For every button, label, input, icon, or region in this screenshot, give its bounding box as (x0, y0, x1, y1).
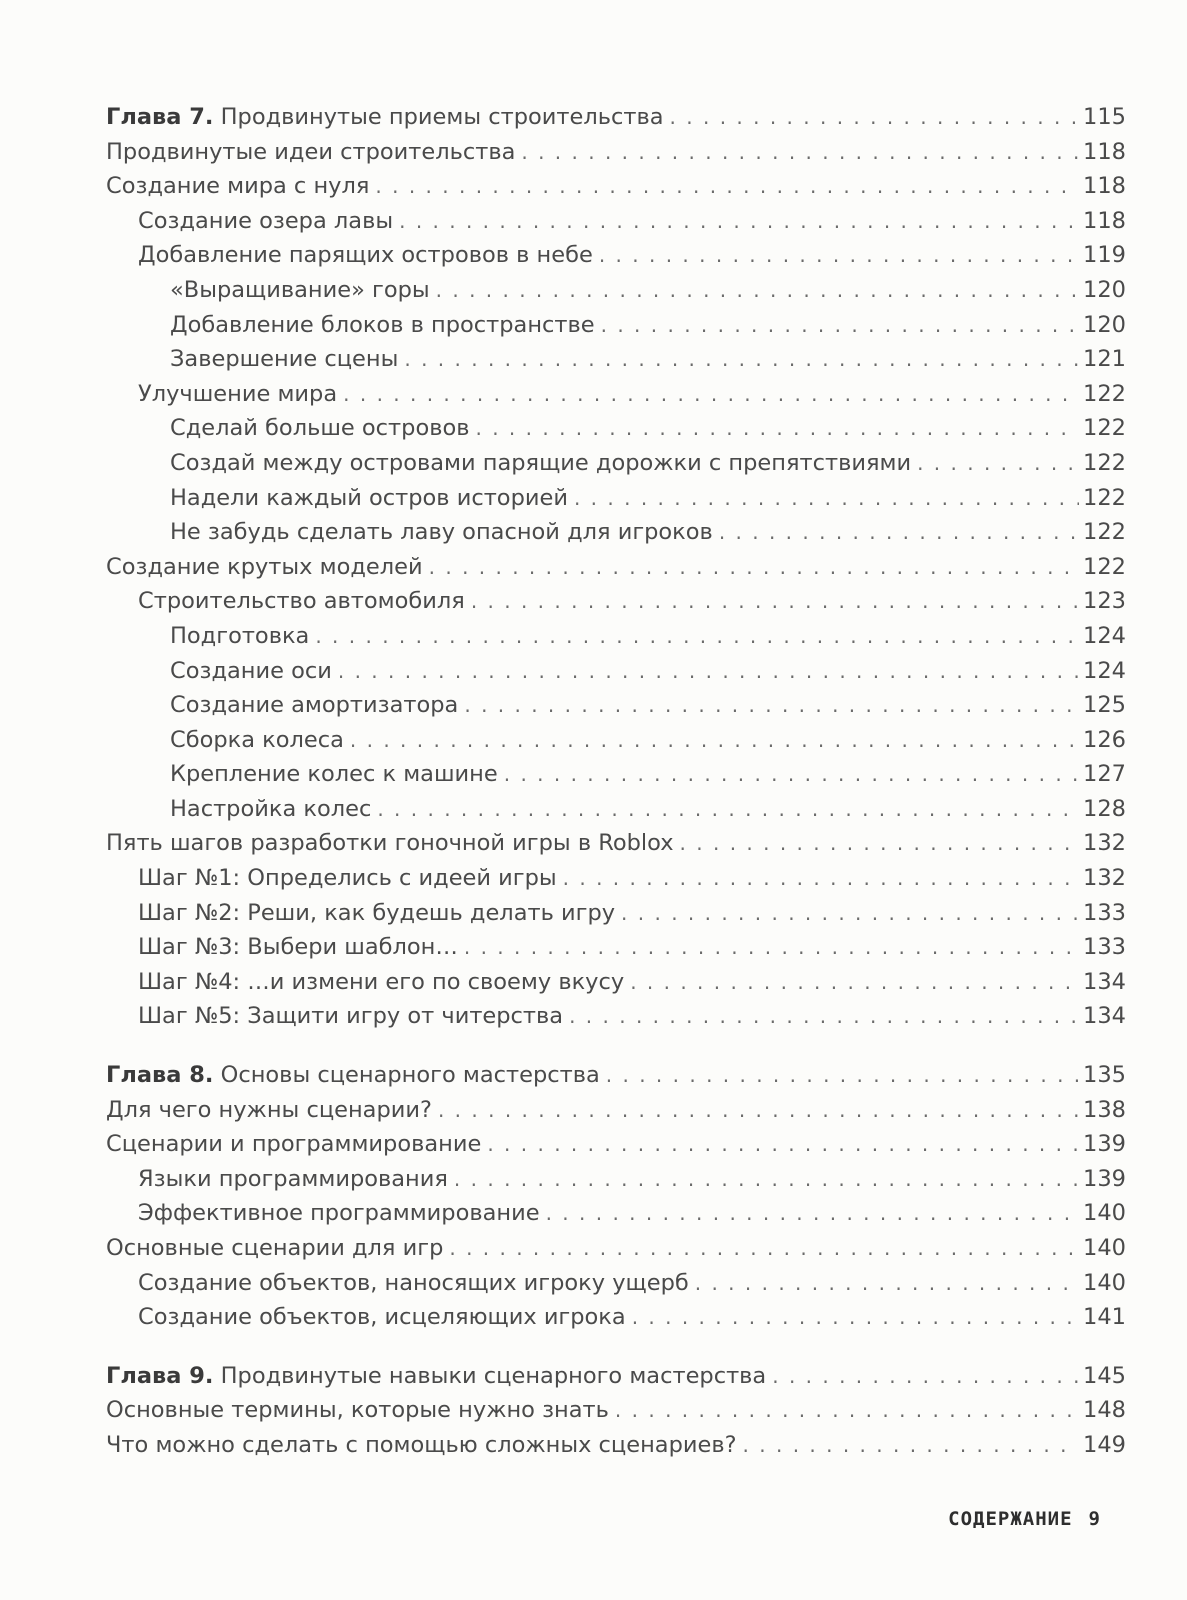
chapter-number: Глава 8. (106, 1062, 214, 1089)
page-ref: 121 (1083, 346, 1126, 373)
page-ref: 139 (1083, 1165, 1126, 1192)
page-ref: 122 (1083, 484, 1126, 511)
dot-leader (432, 1093, 1079, 1128)
chapter-heading (106, 1359, 1126, 1394)
dot-leader (595, 308, 1079, 343)
dot-leader (626, 1300, 1079, 1335)
entry-title: Пять шагов разработки гоночной игры в Roblox (106, 830, 674, 857)
dot-leader (689, 1266, 1079, 1301)
page-ref: 138 (1083, 1096, 1126, 1123)
page-ref: 127 (1083, 761, 1126, 788)
entry-title: Создание объектов, исцеляющих игрока (138, 1304, 626, 1331)
toc-entry (106, 999, 1126, 1034)
page-ref: 133 (1083, 899, 1126, 926)
entry-title: Для чего нужны сценарии? (106, 1096, 432, 1123)
dot-leader (515, 135, 1079, 170)
chapter-title (106, 100, 664, 135)
page-ref: 134 (1083, 1003, 1126, 1030)
dot-leader (443, 1231, 1079, 1266)
page-ref: 124 (1083, 657, 1126, 684)
entry-title: Добавление блоков в пространстве (170, 311, 595, 338)
page-ref: 140 (1083, 1235, 1126, 1261)
dot-leader (713, 515, 1079, 550)
page-ref: 122 (1083, 449, 1126, 476)
dot-leader (371, 792, 1079, 827)
entry-title: Что можно сделать с помощью сложных сценариев? (106, 1431, 737, 1458)
page-number: 9 (1088, 1508, 1101, 1530)
chapter-title (106, 1359, 766, 1394)
dot-leader (593, 238, 1079, 273)
toc-entry (106, 1428, 1126, 1463)
toc-entry (106, 619, 1126, 654)
page-ref: 135 (1083, 1062, 1126, 1089)
page-ref: 122 (1083, 519, 1126, 546)
entry-title: Шаг №3: Выбери шаблон… (138, 934, 458, 961)
page-ref: 128 (1083, 795, 1126, 822)
chapter-section (106, 1058, 1126, 1335)
page-ref: 125 (1083, 692, 1126, 719)
dot-leader (911, 446, 1079, 481)
dot-leader (393, 204, 1079, 239)
dot-leader (557, 861, 1079, 896)
page-ref: 123 (1083, 588, 1126, 615)
entry-title: Создание объектов, наносящих игроку ущерб (138, 1269, 689, 1296)
toc-entry (106, 135, 1126, 170)
page-ref: 122 (1083, 415, 1126, 442)
entry-title: Создание амортизатора (170, 692, 459, 719)
toc-entry (106, 550, 1126, 585)
dot-leader (600, 1058, 1079, 1093)
chapter-heading (106, 100, 1126, 135)
toc-entry (106, 446, 1126, 481)
page-ref: 145 (1083, 1362, 1126, 1389)
toc-entry (106, 861, 1126, 896)
entry-title: Языки программирования (138, 1165, 448, 1192)
page-ref: 122 (1083, 380, 1126, 407)
chapter-number: Глава 9. (106, 1362, 214, 1389)
entry-title: Не забудь сделать лаву опасной для игроков (170, 519, 713, 546)
dot-leader (615, 896, 1079, 931)
toc-entry (106, 515, 1126, 550)
entry-title: Основные сценарии для игр (106, 1235, 444, 1261)
entry-title: Надели каждый остров историей (170, 484, 568, 511)
page-ref: 139 (1083, 1131, 1126, 1158)
page-ref: 140 (1083, 1200, 1126, 1227)
toc-entry (106, 1266, 1126, 1301)
entry-title: Создание мира с нуля (106, 173, 370, 200)
dot-leader (674, 826, 1080, 861)
entry-title: Сделай больше островов (170, 415, 470, 442)
page-ref: 140 (1083, 1269, 1126, 1296)
entry-title: Создай между островами парящие дорожки с препятствиями (170, 449, 912, 476)
dot-leader (337, 377, 1079, 412)
toc-entry (106, 723, 1126, 758)
toc-entry (106, 826, 1126, 861)
chapter-name: Продвинутые навыки сценарного мастерства (213, 1362, 767, 1389)
dot-leader (332, 654, 1079, 689)
page-ref: 134 (1083, 968, 1126, 995)
page-ref: 148 (1083, 1397, 1126, 1424)
chapter-title (106, 1058, 600, 1093)
dot-leader (563, 999, 1079, 1034)
page-ref: 133 (1083, 934, 1126, 961)
toc-entry (106, 1127, 1126, 1162)
entry-title: «Выращивание» горы (170, 276, 430, 303)
dot-leader (309, 619, 1079, 654)
toc-entry (106, 757, 1126, 792)
toc-entry (106, 342, 1126, 377)
page-ref: 118 (1083, 138, 1126, 165)
toc-entry (106, 204, 1126, 239)
entry-title: Создание озера лавы (138, 207, 394, 234)
entry-title: Улучшение мира (138, 380, 338, 407)
toc-entry (106, 273, 1126, 308)
page-ref: 120 (1083, 276, 1126, 303)
page-ref: 126 (1083, 726, 1126, 753)
toc-entry (106, 308, 1126, 343)
entry-title: Добавление парящих островов в небе (138, 242, 593, 269)
dot-leader (458, 930, 1079, 965)
page-ref: 120 (1083, 311, 1126, 338)
page-ref: 149 (1083, 1431, 1126, 1458)
entry-title: Сборка колеса (170, 726, 344, 753)
dot-leader (737, 1428, 1080, 1463)
dot-leader (448, 1162, 1079, 1197)
running-header-label: СОДЕРЖАНИЕ (948, 1508, 1073, 1530)
page-ref: 119 (1083, 242, 1126, 269)
toc-entry (106, 896, 1126, 931)
toc-entry (106, 481, 1126, 516)
toc-entry (106, 238, 1126, 273)
entry-title: Настройка колес (170, 795, 372, 822)
page-ref: 132 (1083, 865, 1126, 892)
dot-leader (470, 411, 1080, 446)
toc-entry (106, 688, 1126, 723)
toc-entry (106, 1300, 1126, 1335)
page-ref: 115 (1083, 104, 1126, 130)
dot-leader (458, 688, 1079, 723)
entry-title: Завершение сцены (170, 346, 399, 373)
entry-title: Подготовка (170, 622, 310, 649)
dot-leader (344, 723, 1079, 758)
toc-entry (106, 930, 1126, 965)
page-footer (948, 1508, 1101, 1530)
entry-title: Шаг №1: Определись с идеей игры (138, 865, 557, 892)
dot-leader (568, 481, 1079, 516)
toc-entry (106, 654, 1126, 689)
dot-leader (423, 550, 1079, 585)
toc-entry (106, 1196, 1126, 1231)
dot-leader (766, 1359, 1079, 1394)
toc-entry (106, 411, 1126, 446)
dot-leader (369, 169, 1079, 204)
table-of-contents (106, 100, 1126, 1487)
dot-leader (430, 273, 1079, 308)
entry-title: Эффективное программирование (138, 1200, 540, 1227)
chapter-section (106, 100, 1126, 1034)
entry-title: Основные термины, которые нужно знать (106, 1397, 609, 1424)
page-ref: 132 (1083, 830, 1126, 857)
entry-title: Продвинутые идеи строительства (106, 138, 516, 165)
toc-entry (106, 1393, 1126, 1428)
entry-title: Создание оси (170, 657, 332, 684)
toc-entry (106, 1231, 1126, 1266)
dot-leader (664, 100, 1080, 135)
page-ref: 124 (1083, 622, 1126, 649)
chapter-name: Продвинутые приемы строительства (213, 104, 664, 130)
dot-leader (465, 584, 1079, 619)
page-ref: 141 (1083, 1304, 1126, 1331)
toc-entry (106, 965, 1126, 1000)
chapter-heading (106, 1058, 1126, 1093)
toc-entry (106, 584, 1126, 619)
page-ref: 118 (1083, 173, 1126, 200)
dot-leader (498, 757, 1079, 792)
toc-entry (106, 169, 1126, 204)
chapter-section (106, 1359, 1126, 1463)
dot-leader (609, 1393, 1079, 1428)
entry-title: Шаг №5: Защити игру от читерства (138, 1003, 564, 1030)
toc-entry (106, 1093, 1126, 1128)
toc-entry (106, 377, 1126, 412)
toc-entry (106, 792, 1126, 827)
dot-leader (540, 1196, 1079, 1231)
entry-title: Шаг №2: Реши, как будешь делать игру (138, 899, 616, 926)
toc-entry (106, 1162, 1126, 1197)
dot-leader (398, 342, 1079, 377)
page-ref: 122 (1083, 553, 1126, 580)
dot-leader (624, 965, 1079, 1000)
entry-title: Крепление колес к машине (170, 761, 498, 788)
entry-title: Строительство автомобиля (138, 588, 465, 615)
chapter-number: Глава 7. (106, 104, 214, 130)
entry-title: Сценарии и программирование (106, 1131, 482, 1158)
page-ref: 118 (1083, 207, 1126, 234)
dot-leader (481, 1127, 1079, 1162)
entry-title: Создание крутых моделей (106, 553, 423, 580)
entry-title: Шаг №4: …и измени его по своему вкусу (138, 968, 625, 995)
chapter-name: Основы сценарного мастерства (213, 1062, 600, 1089)
